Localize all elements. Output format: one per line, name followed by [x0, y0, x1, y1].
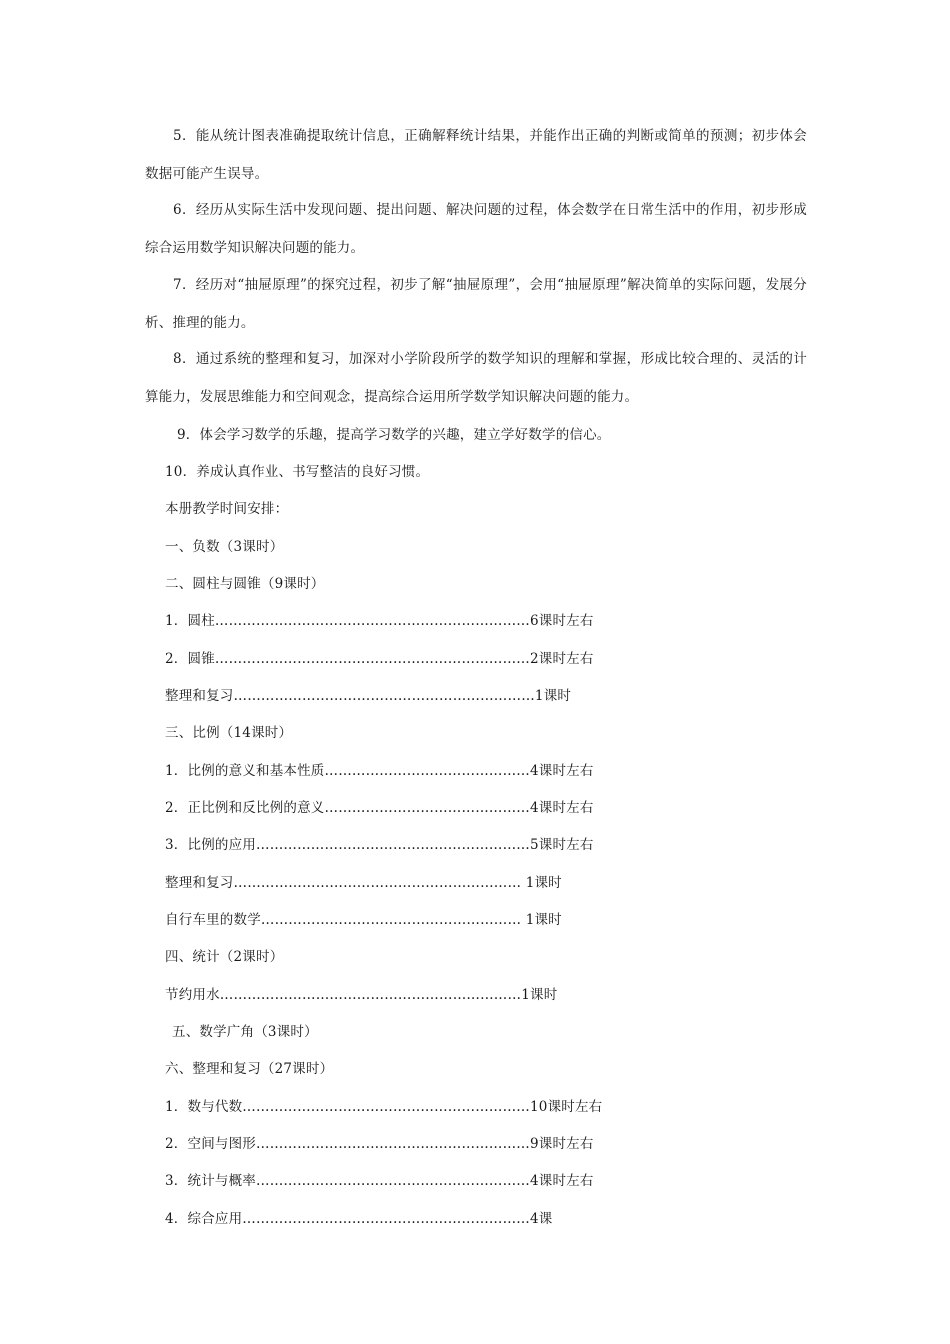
section-heading-cylinder-cone: 二、圆柱与圆锥（9课时） [165, 576, 325, 592]
paragraph-item-5: 5．能从统计图表准确提取统计信息，正确解释统计结果，并能作出正确的判断或简单的预测；初步体会数据可能产生误导。 [145, 128, 807, 182]
section-heading-negative-numbers: 一、负数（3课时） [165, 539, 284, 555]
paragraph-item-10: 10．养成认真作业、书写整洁的良好习惯。 [165, 464, 430, 480]
schedule-item-space-shape: 2．空间与图形……………………………………………………9课时左右 [165, 1136, 594, 1152]
schedule-item-proportion-meaning: 2．正比例和反比例的意义………………………………………4课时左右 [165, 800, 594, 816]
schedule-item-review-2: 整理和复习……………………………………………………… 1课时 [165, 875, 562, 891]
schedule-item-cylinder: 1．圆柱……………………………………………………………6课时左右 [165, 613, 594, 629]
schedule-item-statistics-probability: 3．统计与概率……………………………………………………4课时左右 [165, 1173, 594, 1189]
section-heading-general-review: 六、整理和复习（27课时） [165, 1061, 334, 1077]
paragraph-item-6: 6．经历从实际生活中发现问题、提出问题、解决问题的过程，体会数学在日常生活中的作用，初步形成综合运用数学知识解决问题的能力。 [145, 202, 807, 256]
schedule-item-review-1: 整理和复习…………………………………………………………1课时 [165, 688, 572, 704]
schedule-item-ratio-application: 3．比例的应用……………………………………………………5课时左右 [165, 837, 594, 853]
section-heading-math-corner: 五、数学广角（3课时） [172, 1024, 318, 1040]
section-heading-statistics: 四、统计（2课时） [165, 949, 284, 965]
schedule-item-comprehensive-application: 4．综合应用………………………………………………………4课 [165, 1211, 553, 1227]
schedule-item-ratio-meaning: 1．比例的意义和基本性质………………………………………4课时左右 [165, 763, 594, 779]
schedule-heading: 本册教学时间安排： [165, 501, 289, 517]
paragraph-item-7: 7．经历对“抽屉原理”的探究过程，初步了解“抽屉原理”，会用“抽屉原理”解决简单的实际问题，发展分析、推理的能力。 [145, 277, 807, 331]
schedule-item-cone: 2．圆锥……………………………………………………………2课时左右 [165, 651, 594, 667]
section-heading-ratio: 三、比例（14课时） [165, 725, 293, 741]
schedule-item-water-saving: 节约用水…………………………………………………………1课时 [165, 987, 558, 1003]
paragraph-item-9: 9．体会学习数学的乐趣，提高学习数学的兴趣，建立学好数学的信心。 [177, 427, 611, 443]
schedule-item-bicycle-math: 自行车里的数学………………………………………………… 1课时 [165, 912, 562, 928]
paragraph-item-8: 8．通过系统的整理和复习，加深对小学阶段所学的数学知识的理解和掌握，形成比较合理的、灵活的计算能力，发展思维能力和空间观念，提高综合运用所学数学知识解决问题的能力。 [145, 351, 807, 405]
schedule-item-number-algebra: 1．数与代数………………………………………………………10课时左右 [165, 1099, 603, 1115]
